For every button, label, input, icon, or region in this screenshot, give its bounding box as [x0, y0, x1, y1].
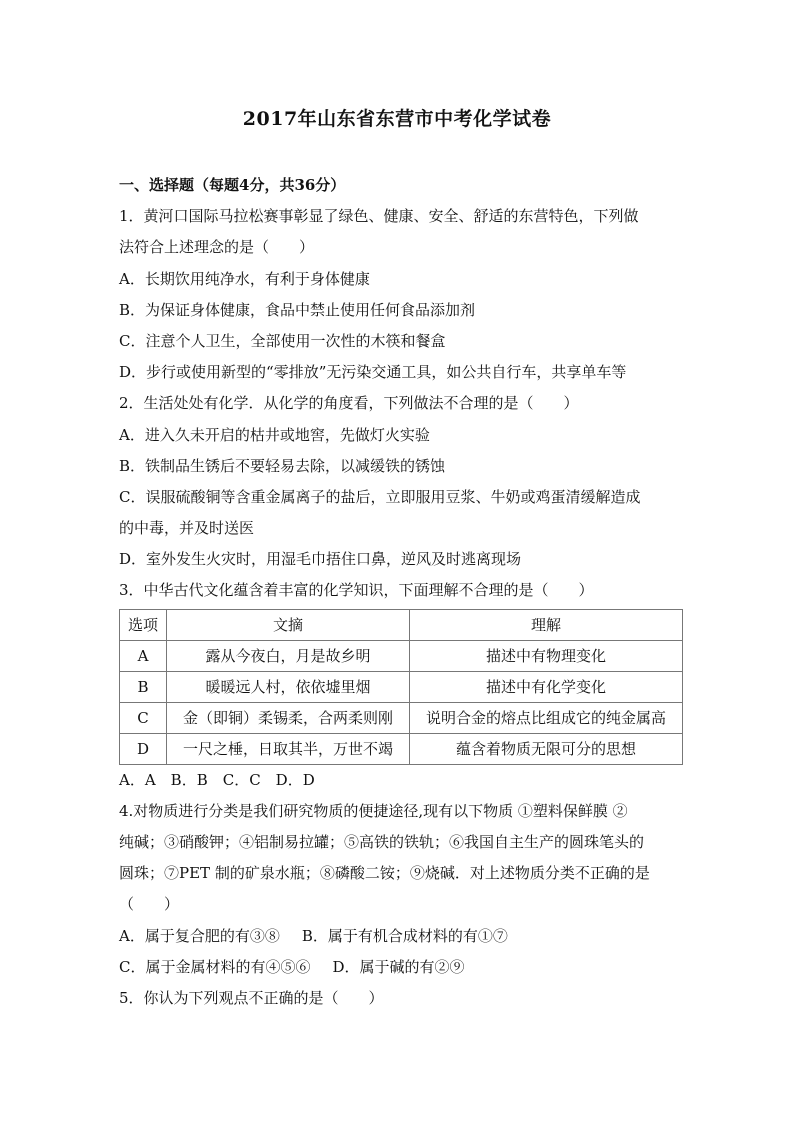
question-3 [119, 575, 684, 795]
question-2-option-c: C．误服硫酸铜等含重金属离子的盐后，立即服用豆浆、牛奶或鸡蛋清缓解造成 [119, 487, 641, 506]
question-4-option-c: C．属于金属材料的有④⑤⑥ [119, 957, 311, 976]
table-cell: C [120, 702, 167, 733]
question-4-options-cd [119, 952, 684, 983]
question-1-option-d: D．步行或使用新型的“零排放”无污染交通工具，如公共自行车，共享单车等 [119, 363, 627, 382]
question-2 [119, 388, 684, 575]
table-row [120, 733, 683, 764]
table-cell: B [120, 671, 167, 702]
question-1 [119, 201, 684, 388]
question-3-options: A．A B．B C．C D．D [119, 770, 315, 789]
question-1-stem: 1．黄河口国际马拉松赛事彰显了绿色、健康、安全、舒适的东营特色，下列做 [119, 207, 639, 226]
table-cell: 金（即铜）柔锡柔，合两柔则刚 [167, 702, 410, 733]
question-3-stem: 3．中华古代文化蕴含着丰富的化学知识，下面理解不合理的是（ ） [119, 581, 594, 600]
section-heading: 一、选择题（每题4分，共36分） [119, 176, 346, 194]
table-cell: 一尺之棰，日取其半，万世不竭 [167, 733, 410, 764]
question-4-stem-cont: 圆珠；⑦PET 制的矿泉水瓶；⑧磷酸二铵；⑨烧碱．对上述物质分类不正确的是 [119, 864, 650, 883]
question-2-stem: 2．生活处处有化学．从化学的角度看，下列做法不合理的是（ ） [119, 394, 579, 413]
table-header-cell: 理解 [410, 609, 683, 640]
question-4-stem: 4.对物质进行分类是我们研究物质的便捷途径,现有以下物质 ①塑料保鲜膜 ② [119, 801, 628, 820]
question-4-stem-cont: 纯碱；③硝酸钾；④铝制易拉罐；⑤高铁的铁轨；⑥我国自主生产的圆珠笔头的 [119, 833, 645, 851]
table-cell: 描述中有物理变化 [410, 640, 683, 671]
question-4-option-b: B．属于有机合成材料的有①⑦ [301, 926, 508, 945]
question-4 [119, 796, 684, 983]
question-3-table [119, 609, 683, 765]
question-2-option-d: D．室外发生火灾时，用湿毛巾捂住口鼻，逆风及时逃离现场 [119, 550, 522, 569]
table-header-cell: 选项 [120, 609, 167, 640]
question-2-option-c-cont: 的中毒，并及时送医 [119, 519, 255, 538]
exam-content [119, 170, 684, 1014]
question-1-stem-cont: 法符合上述理念的是（ ） [119, 238, 315, 257]
question-1-option-c: C．注意个人卫生，全部使用一次性的木筷和餐盒 [119, 331, 446, 350]
table-header-row [120, 609, 683, 640]
table-cell: 描述中有化学变化 [410, 671, 683, 702]
table-row [120, 640, 683, 671]
page-title: 2017年山东省东营市中考化学试卷 [242, 108, 552, 130]
question-4-stem-cont: （ ） [119, 895, 180, 914]
table-cell: A [120, 640, 167, 671]
table-cell: 说明合金的熔点比组成它的纯金属高 [410, 702, 683, 733]
table-header-cell: 文摘 [167, 609, 410, 640]
question-5 [119, 983, 684, 1014]
question-2-option-b: B．铁制品生锈后不要轻易去除，以减缓铁的锈蚀 [119, 456, 446, 475]
table-cell: D [120, 733, 167, 764]
question-1-option-a: A．长期饮用纯净水，有利于身体健康 [119, 269, 370, 288]
question-4-options-ab [119, 921, 684, 952]
question-1-option-b: B．为保证身体健康，食品中禁止使用任何食品添加剂 [119, 300, 476, 319]
question-4-option-a: A．属于复合肥的有③⑧ [119, 926, 280, 945]
table-cell: 蕴含着物质无限可分的思想 [410, 733, 683, 764]
table-row [120, 671, 683, 702]
table-row [120, 702, 683, 733]
question-5-stem: 5．你认为下列观点不正确的是（ ） [119, 988, 384, 1007]
question-4-option-d: D．属于碱的有②⑨ [332, 957, 465, 976]
table-cell: 露从今夜白，月是故乡明 [167, 640, 410, 671]
table-cell: 暖暖远人村，依依墟里烟 [167, 671, 410, 702]
question-2-option-a: A．进入久未开启的枯井或地窖，先做灯火实验 [119, 425, 430, 444]
